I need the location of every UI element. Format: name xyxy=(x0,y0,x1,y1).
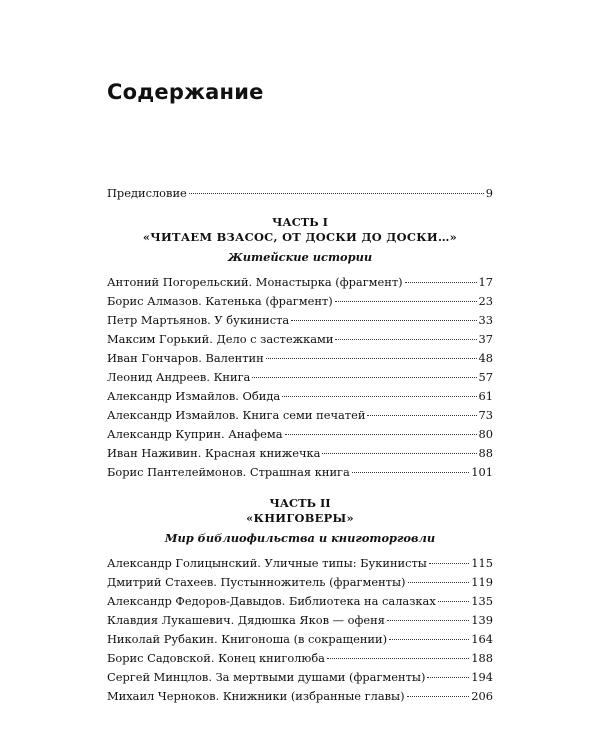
toc-entry[interactable] xyxy=(107,273,493,292)
toc-entry-text: Александр Измайлов. Книга семи печатей xyxy=(107,408,366,422)
dot-leader xyxy=(427,676,469,678)
toc-entry-page: 119 xyxy=(471,575,493,589)
toc-entry-page: 135 xyxy=(471,594,493,608)
toc-entry-text: Иван Наживин. Красная книжечка xyxy=(107,446,321,460)
table-of-contents xyxy=(107,184,493,706)
dot-leader xyxy=(291,319,476,321)
toc-entry-page: 9 xyxy=(485,186,493,200)
dot-leader xyxy=(266,357,477,359)
toc-entry-text: Максим Горький. Дело с застежками xyxy=(107,332,334,346)
dot-leader xyxy=(429,562,469,564)
part-1-entries xyxy=(107,273,493,482)
dot-leader xyxy=(322,452,476,454)
toc-entry-page: 194 xyxy=(471,670,493,684)
dot-leader xyxy=(335,338,476,340)
toc-entry-text: Борис Алмазов. Катенька (фрагмент) xyxy=(107,294,333,308)
toc-entry[interactable] xyxy=(107,349,493,368)
toc-entry[interactable] xyxy=(107,425,493,444)
dot-leader xyxy=(327,657,469,659)
part-2-entries xyxy=(107,554,493,706)
toc-entry-page: 206 xyxy=(471,689,493,703)
toc-entry[interactable] xyxy=(107,573,493,592)
toc-entry-text: Антоний Погорельский. Монастырка (фрагмент) xyxy=(107,275,403,289)
toc-entry-page: 139 xyxy=(471,613,493,627)
toc-entry[interactable] xyxy=(107,444,493,463)
toc-entry-text: Михаил Черноков. Книжники (избранные главы) xyxy=(107,689,405,703)
dot-leader xyxy=(282,395,476,397)
toc-entry-page: 23 xyxy=(478,294,493,308)
toc-entry-page: 48 xyxy=(478,351,493,365)
toc-entry[interactable] xyxy=(107,592,493,611)
toc-entry-text: Сергей Минцлов. За мертвыми душами (фрагменты) xyxy=(107,670,426,684)
toc-entry-page: 37 xyxy=(478,332,493,346)
part-title: «ЧИТАЕМ ВЗАСОС, ОТ ДОСКИ ДО ДОСКИ…» xyxy=(142,230,458,244)
dot-leader xyxy=(407,695,470,697)
toc-entry[interactable] xyxy=(107,611,493,630)
toc-entry-text: Предисловие xyxy=(107,186,187,200)
dot-leader xyxy=(352,471,469,473)
dot-leader xyxy=(252,376,476,378)
toc-entry[interactable] xyxy=(107,554,493,573)
part-subtitle: Мир библиофильства и книготорговли xyxy=(164,531,436,545)
toc-entry[interactable] xyxy=(107,330,493,349)
toc-entry-preface[interactable] xyxy=(107,184,493,203)
toc-entry-page: 61 xyxy=(478,389,493,403)
toc-entry[interactable] xyxy=(107,630,493,649)
toc-entry[interactable] xyxy=(107,649,493,668)
toc-entry-text: Дмитрий Стахеев. Пустынножитель (фрагменты) xyxy=(107,575,406,589)
dot-leader xyxy=(389,638,469,640)
part-heading-1 xyxy=(107,215,493,265)
toc-entry[interactable] xyxy=(107,668,493,687)
toc-entry-page: 33 xyxy=(478,313,493,327)
dot-leader xyxy=(367,414,476,416)
toc-entry-text: Клавдия Лукашевич. Дядюшка Яков — офеня xyxy=(107,613,385,627)
toc-entry-page: 80 xyxy=(478,427,493,441)
dot-leader xyxy=(189,192,484,194)
dot-leader xyxy=(438,600,469,602)
toc-entry-page: 115 xyxy=(471,556,493,570)
toc-entry-page: 57 xyxy=(478,370,493,384)
toc-entry-text: Иван Гончаров. Валентин xyxy=(107,351,264,365)
toc-entry-page: 73 xyxy=(478,408,493,422)
dot-leader xyxy=(405,281,477,283)
toc-entry-text: Борис Садовской. Конец книголюба xyxy=(107,651,325,665)
toc-entry-page: 17 xyxy=(478,275,493,289)
toc-entry-page: 188 xyxy=(471,651,493,665)
page-title: Содержание xyxy=(107,80,264,104)
toc-entry[interactable] xyxy=(107,463,493,482)
toc-entry-text: Александр Куприн. Анафема xyxy=(107,427,283,441)
dot-leader xyxy=(335,300,477,302)
toc-entry[interactable] xyxy=(107,368,493,387)
toc-entry-page: 164 xyxy=(471,632,493,646)
toc-entry-text: Александр Федоров-Давыдов. Библиотека на салазках xyxy=(107,594,436,608)
dot-leader xyxy=(285,433,477,435)
part-subtitle: Житейские истории xyxy=(227,250,373,264)
toc-entry-text: Борис Пантелеймонов. Страшная книга xyxy=(107,465,350,479)
dot-leader xyxy=(408,581,470,583)
part-title: «КНИГОВЕРЫ» xyxy=(246,511,354,525)
toc-entry-text: Леонид Андреев. Книга xyxy=(107,370,251,384)
toc-entry-page: 101 xyxy=(471,465,493,479)
toc-entry-page: 88 xyxy=(478,446,493,460)
toc-entry[interactable] xyxy=(107,292,493,311)
toc-entry-text: Петр Мартьянов. У букиниста xyxy=(107,313,290,327)
toc-entry[interactable] xyxy=(107,387,493,406)
part-number: ЧАСТЬ II xyxy=(269,496,331,510)
part-heading-2 xyxy=(107,496,493,546)
dot-leader xyxy=(387,619,469,621)
toc-entry[interactable] xyxy=(107,687,493,706)
part-number: ЧАСТЬ I xyxy=(272,215,328,229)
toc-entry-text: Александр Голицынский. Уличные типы: Букинисты xyxy=(107,556,427,570)
toc-entry[interactable] xyxy=(107,311,493,330)
toc-entry-text: Николай Рубакин. Книгоноша (в сокращении) xyxy=(107,632,388,646)
toc-entry[interactable] xyxy=(107,406,493,425)
toc-entry-text: Александр Измайлов. Обида xyxy=(107,389,281,403)
